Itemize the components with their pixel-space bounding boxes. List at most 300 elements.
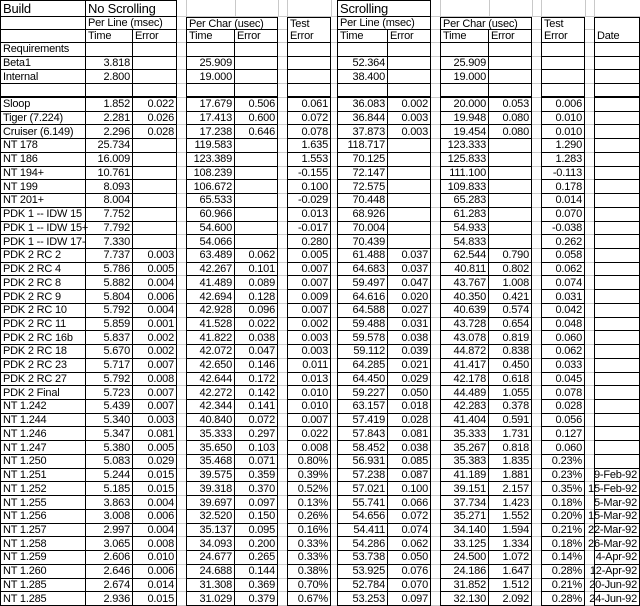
cell-noscroll-perchar-time[interactable]: 17.238	[186, 125, 235, 139]
cell-noscroll-perchar-time[interactable]: 34.093	[186, 537, 235, 551]
spacer-cell[interactable]	[532, 414, 541, 428]
cell-noscroll-perchar-time[interactable]: 41.528	[186, 318, 235, 332]
cell-scroll-test-error[interactable]: 0.178	[541, 180, 585, 194]
cell-scroll-perchar-time[interactable]: 40.350	[440, 290, 489, 304]
spacer-cell[interactable]	[431, 510, 440, 524]
cell-scroll-perline-error[interactable]: 0.039	[388, 345, 431, 359]
cell-scroll-perchar-time[interactable]: 54.833	[440, 235, 489, 249]
cell-scroll-perchar-error[interactable]: 2.092	[489, 592, 532, 606]
row-label-cell[interactable]: PDK 1 -- IDW 17-	[0, 235, 86, 249]
spacer-cell[interactable]	[278, 167, 287, 181]
noscroll-perchar-error-header[interactable]: Error	[235, 30, 278, 43]
cell-scroll-test-error[interactable]: 0.010	[541, 125, 585, 139]
cell-scroll-perline-error[interactable]: 0.037	[388, 249, 431, 263]
cell-noscroll-perline-error[interactable]: 0.014	[133, 579, 177, 593]
spacer-cell[interactable]	[431, 592, 440, 606]
spacer-cell[interactable]	[177, 331, 186, 345]
spacer-cell[interactable]	[177, 565, 186, 579]
row-label-cell[interactable]: PDK 2 RC 27	[0, 373, 86, 387]
cell-scroll-test-error[interactable]	[541, 43, 585, 57]
cell-noscroll-perline-error[interactable]	[133, 222, 177, 236]
cell-noscroll-perchar-error[interactable]	[235, 235, 278, 249]
spacer-cell[interactable]	[177, 112, 186, 126]
row-label-cell[interactable]: PDK 2 RC 10	[0, 304, 86, 318]
cell-scroll-test-error[interactable]: 0.031	[541, 290, 585, 304]
cell-scroll-test-error[interactable]: 0.18%	[541, 496, 585, 510]
cell-scroll-perchar-error[interactable]: 0.818	[489, 441, 532, 455]
cell-noscroll-perchar-error[interactable]: 0.072	[235, 414, 278, 428]
spacer-cell[interactable]	[585, 17, 594, 30]
spacer-cell[interactable]	[532, 30, 541, 43]
spacer-cell[interactable]	[431, 30, 440, 43]
spacer-cell[interactable]	[431, 579, 440, 593]
cell-noscroll-perchar-error[interactable]: 0.370	[235, 482, 278, 496]
cell-noscroll-perchar-error[interactable]: 0.047	[235, 345, 278, 359]
cell-scroll-perchar-error[interactable]	[489, 222, 532, 236]
cell-scroll-perchar-error[interactable]: 1.055	[489, 386, 532, 400]
cell-scroll-perline-error[interactable]	[388, 153, 431, 167]
row-label-cell[interactable]: PDK 1 -- IDW 15	[0, 208, 86, 222]
cell-noscroll-perchar-time[interactable]: 35.137	[186, 524, 235, 538]
spacer-cell[interactable]	[585, 345, 594, 359]
cell-scroll-perline-error[interactable]: 0.076	[388, 565, 431, 579]
cell-noscroll-perline-error[interactable]: 0.004	[133, 304, 177, 318]
spacer-cell[interactable]	[278, 510, 287, 524]
spacer-cell[interactable]	[431, 57, 440, 71]
row-label-cell[interactable]: PDK 2 RC 8	[0, 276, 86, 290]
cell-noscroll-perline-time[interactable]: 2.646	[86, 565, 133, 579]
cell-noscroll-perchar-time[interactable]: 63.489	[186, 249, 235, 263]
cell-noscroll-perline-error[interactable]	[133, 194, 177, 208]
spacer-cell[interactable]	[431, 208, 440, 222]
cell-noscroll-perline-error[interactable]: 0.005	[133, 263, 177, 277]
cell-noscroll-perchar-error[interactable]: 0.297	[235, 427, 278, 441]
spacer-cell[interactable]	[585, 318, 594, 332]
cell-date[interactable]	[594, 43, 640, 57]
cell-scroll-perchar-error[interactable]	[489, 153, 532, 167]
spacer-cell[interactable]	[278, 70, 287, 84]
cell-noscroll-test-error[interactable]: 0.061	[287, 98, 331, 112]
cell-noscroll-perchar-error[interactable]	[235, 43, 278, 57]
spacer-cell[interactable]	[278, 98, 287, 112]
cell-scroll-perchar-error[interactable]: 1.594	[489, 524, 532, 538]
cell-scroll-perchar-time[interactable]: 123.333	[440, 139, 489, 153]
spacer-cell[interactable]	[532, 482, 541, 496]
cell-noscroll-perchar-error[interactable]: 0.646	[235, 125, 278, 139]
cell-scroll-perline-time[interactable]: 59.112	[337, 345, 388, 359]
noscroll-perline-header[interactable]: Per Line (msec)	[86, 17, 177, 30]
spacer-cell[interactable]	[177, 139, 186, 153]
cell-noscroll-test-error[interactable]: -0.029	[287, 194, 331, 208]
cell-noscroll-test-error[interactable]: 0.003	[287, 331, 331, 345]
spacer-cell[interactable]	[278, 455, 287, 469]
row-label-cell[interactable]: Beta1	[0, 57, 86, 71]
noscroll-perline-error-header[interactable]: Error	[133, 30, 177, 43]
cell-scroll-perchar-error[interactable]	[489, 167, 532, 181]
cell-noscroll-perline-time[interactable]: 5.439	[86, 400, 133, 414]
cell-scroll-perchar-error[interactable]: 0.053	[489, 98, 532, 112]
cell-scroll-perchar-time[interactable]: 42.283	[440, 400, 489, 414]
cell-date[interactable]	[594, 249, 640, 263]
cell-scroll-perchar-error[interactable]: 2.157	[489, 482, 532, 496]
spacer-cell[interactable]	[278, 112, 287, 126]
cell-scroll-perchar-time[interactable]: 62.544	[440, 249, 489, 263]
cell-noscroll-perchar-error[interactable]: 0.096	[235, 304, 278, 318]
cell-scroll-perchar-error[interactable]: 1.008	[489, 276, 532, 290]
spacer-cell[interactable]	[177, 180, 186, 194]
spacer-cell[interactable]	[431, 70, 440, 84]
cell-noscroll-perline-error[interactable]: 0.010	[133, 551, 177, 565]
cell-scroll-perline-time[interactable]: 38.400	[337, 70, 388, 84]
cell-scroll-perline-error[interactable]: 0.031	[388, 318, 431, 332]
spacer-cell[interactable]	[585, 331, 594, 345]
spacer-cell[interactable]	[585, 139, 594, 153]
scrolling-header[interactable]: Scrolling	[337, 0, 431, 17]
cell-noscroll-perchar-error[interactable]: 0.095	[235, 524, 278, 538]
spacer-cell[interactable]	[278, 235, 287, 249]
cell-scroll-perchar-time[interactable]: 54.933	[440, 222, 489, 236]
cell-noscroll-perline-time[interactable]: 2.296	[86, 125, 133, 139]
cell-date[interactable]	[594, 359, 640, 373]
spacer-cell[interactable]	[532, 290, 541, 304]
cell-scroll-test-error[interactable]: 0.20%	[541, 510, 585, 524]
spacer-cell[interactable]	[177, 400, 186, 414]
spacer-cell[interactable]	[278, 386, 287, 400]
row-label-cell[interactable]: PDK 2 RC 2	[0, 249, 86, 263]
cell-noscroll-perline-error[interactable]	[133, 167, 177, 181]
spacer-cell[interactable]	[585, 359, 594, 373]
cell-date[interactable]	[594, 318, 640, 332]
cell-noscroll-perline-time[interactable]: 5.786	[86, 263, 133, 277]
cell-noscroll-perline-error[interactable]	[133, 43, 177, 57]
cell-noscroll-perchar-time[interactable]: 42.644	[186, 373, 235, 387]
cell-noscroll-perchar-time[interactable]: 17.413	[186, 112, 235, 126]
cell-noscroll-perchar-time[interactable]: 39.697	[186, 496, 235, 510]
spacer-cell[interactable]	[431, 167, 440, 181]
cell-scroll-perline-time[interactable]: 61.488	[337, 249, 388, 263]
spacer-cell[interactable]	[278, 43, 287, 57]
cell-noscroll-test-error[interactable]: 0.078	[287, 125, 331, 139]
cell-noscroll-perline-error[interactable]: 0.022	[133, 98, 177, 112]
build-column-cell[interactable]	[0, 17, 86, 30]
cell-scroll-perline-error[interactable]: 0.018	[388, 400, 431, 414]
spacer-cell[interactable]	[431, 17, 440, 30]
cell-date[interactable]: 15-Mar-92	[594, 510, 640, 524]
cell-scroll-perchar-time[interactable]: 39.151	[440, 482, 489, 496]
cell-noscroll-test-error[interactable]: 0.022	[287, 427, 331, 441]
cell-scroll-perline-error[interactable]: 0.081	[388, 427, 431, 441]
cell-scroll-perchar-time[interactable]	[440, 84, 489, 98]
spacer-cell[interactable]	[431, 249, 440, 263]
cell-noscroll-test-error[interactable]: 0.013	[287, 208, 331, 222]
cell-noscroll-perline-time[interactable]: 5.882	[86, 276, 133, 290]
spacer-cell[interactable]	[532, 167, 541, 181]
spacer-cell[interactable]	[532, 194, 541, 208]
cell-scroll-perline-time[interactable]: 68.926	[337, 208, 388, 222]
spacer-cell[interactable]	[177, 276, 186, 290]
spacer-cell[interactable]	[177, 17, 186, 30]
cell-noscroll-perline-error[interactable]	[133, 153, 177, 167]
cell-noscroll-test-error[interactable]: 0.16%	[287, 524, 331, 538]
spacer-cell[interactable]	[585, 551, 594, 565]
spacer-cell[interactable]	[278, 304, 287, 318]
noscroll-perchar-time-header[interactable]: Time	[186, 30, 235, 43]
spacer-cell[interactable]	[532, 153, 541, 167]
row-label-cell[interactable]: PDK 2 RC 23	[0, 359, 86, 373]
spacer-cell[interactable]	[177, 290, 186, 304]
spacer-cell[interactable]	[431, 235, 440, 249]
spacer-cell[interactable]	[278, 290, 287, 304]
spacer-cell[interactable]	[431, 194, 440, 208]
spacer-cell[interactable]	[431, 414, 440, 428]
cell-noscroll-test-error[interactable]: 0.007	[287, 276, 331, 290]
spacer-cell[interactable]	[532, 427, 541, 441]
spacer-cell[interactable]	[532, 386, 541, 400]
spacer-cell[interactable]	[585, 70, 594, 84]
cell-noscroll-perline-time[interactable]: 3.008	[86, 510, 133, 524]
cell-noscroll-perline-time[interactable]: 5.717	[86, 359, 133, 373]
cell-scroll-perline-error[interactable]: 0.066	[388, 496, 431, 510]
cell-noscroll-perline-time[interactable]: 2.936	[86, 592, 133, 606]
cell-noscroll-perline-error[interactable]: 0.006	[133, 565, 177, 579]
cell-date[interactable]	[594, 386, 640, 400]
cell-noscroll-perchar-error[interactable]: 0.265	[235, 551, 278, 565]
spacer-cell[interactable]	[278, 427, 287, 441]
cell-scroll-perchar-error[interactable]	[489, 70, 532, 84]
cell-scroll-perline-time[interactable]: 52.364	[337, 57, 388, 71]
row-label-cell[interactable]: NT 1.255	[0, 496, 86, 510]
cell-scroll-perchar-error[interactable]: 0.654	[489, 318, 532, 332]
spacer-cell[interactable]	[431, 290, 440, 304]
cell-noscroll-perline-error[interactable]: 0.004	[133, 496, 177, 510]
cell-scroll-test-error[interactable]: 0.262	[541, 235, 585, 249]
cell-noscroll-perline-error[interactable]: 0.007	[133, 359, 177, 373]
cell-scroll-perline-time[interactable]: 57.021	[337, 482, 388, 496]
cell-scroll-test-error[interactable]: 0.060	[541, 331, 585, 345]
cell-noscroll-perline-error[interactable]: 0.008	[133, 537, 177, 551]
cell-noscroll-test-error[interactable]: 0.007	[287, 414, 331, 428]
cell-scroll-perchar-time[interactable]: 65.283	[440, 194, 489, 208]
cell-scroll-test-error[interactable]: 0.28%	[541, 565, 585, 579]
cell-scroll-perchar-error[interactable]: 1.423	[489, 496, 532, 510]
cell-noscroll-perchar-time[interactable]: 17.679	[186, 98, 235, 112]
row-label-cell[interactable]: NT 186	[0, 153, 86, 167]
row-label-cell[interactable]: NT 1.285	[0, 592, 86, 606]
cell-noscroll-perchar-error[interactable]: 0.150	[235, 510, 278, 524]
cell-noscroll-perline-time[interactable]: 2.997	[86, 524, 133, 538]
cell-date[interactable]	[594, 400, 640, 414]
spacer-cell[interactable]	[177, 30, 186, 43]
spacer-cell[interactable]	[532, 592, 541, 606]
spacer-cell[interactable]	[431, 318, 440, 332]
spacer-cell[interactable]	[431, 427, 440, 441]
cell-noscroll-perline-error[interactable]: 0.015	[133, 482, 177, 496]
cell-scroll-perline-error[interactable]: 0.072	[388, 510, 431, 524]
cell-noscroll-test-error[interactable]: 0.26%	[287, 510, 331, 524]
spacer-cell[interactable]	[532, 400, 541, 414]
cell-noscroll-perchar-time[interactable]: 24.688	[186, 565, 235, 579]
spacer-cell[interactable]	[177, 482, 186, 496]
cell-noscroll-perline-time[interactable]: 5.340	[86, 414, 133, 428]
cell-scroll-perline-time[interactable]: 52.784	[337, 579, 388, 593]
spacer-cell[interactable]	[532, 180, 541, 194]
cell-scroll-perline-error[interactable]: 0.050	[388, 386, 431, 400]
spacer-cell[interactable]	[585, 441, 594, 455]
spacer-cell[interactable]	[278, 139, 287, 153]
cell-noscroll-perchar-time[interactable]: 19.000	[186, 70, 235, 84]
cell-scroll-perline-time[interactable]	[337, 43, 388, 57]
cell-scroll-perline-error[interactable]	[388, 57, 431, 71]
cell-noscroll-perline-time[interactable]: 5.859	[86, 318, 133, 332]
cell-scroll-perline-error[interactable]: 0.028	[388, 414, 431, 428]
spacer-cell[interactable]	[532, 17, 541, 30]
cell-noscroll-perline-time[interactable]: 5.185	[86, 482, 133, 496]
cell-scroll-test-error[interactable]: 0.014	[541, 194, 585, 208]
cell-scroll-test-error[interactable]: 0.060	[541, 441, 585, 455]
cell-noscroll-perline-time[interactable]: 2.674	[86, 579, 133, 593]
cell-noscroll-perchar-time[interactable]: 35.333	[186, 427, 235, 441]
cell-scroll-perchar-time[interactable]: 37.734	[440, 496, 489, 510]
cell-noscroll-perchar-time[interactable]: 41.489	[186, 276, 235, 290]
cell-noscroll-perchar-error[interactable]	[235, 180, 278, 194]
spacer-cell[interactable]	[177, 414, 186, 428]
cell-date[interactable]	[594, 222, 640, 236]
row-label-cell[interactable]: NT 1.246	[0, 427, 86, 441]
cell-noscroll-test-error[interactable]: 0.009	[287, 290, 331, 304]
cell-scroll-perline-time[interactable]: 57.238	[337, 469, 388, 483]
spacer-cell[interactable]	[585, 57, 594, 71]
cell-noscroll-perline-time[interactable]: 5.670	[86, 345, 133, 359]
cell-scroll-perchar-time[interactable]: 44.489	[440, 386, 489, 400]
row-label-cell[interactable]: NT 1.285	[0, 579, 86, 593]
cell-noscroll-test-error[interactable]: 0.33%	[287, 537, 331, 551]
row-label-cell[interactable]: NT 1.242	[0, 400, 86, 414]
cell-scroll-perchar-error[interactable]: 0.819	[489, 331, 532, 345]
spacer-cell[interactable]	[177, 263, 186, 277]
cell-date[interactable]: 5-Mar-92	[594, 496, 640, 510]
spacer-cell[interactable]	[431, 0, 440, 17]
cell-scroll-perline-error[interactable]	[388, 194, 431, 208]
spacer-cell[interactable]	[177, 441, 186, 455]
spacer-cell[interactable]	[585, 0, 594, 17]
row-label-cell[interactable]	[0, 84, 86, 98]
spacer-cell[interactable]	[177, 579, 186, 593]
cell-scroll-perchar-error[interactable]: 0.080	[489, 112, 532, 126]
cell-scroll-perline-error[interactable]: 0.100	[388, 482, 431, 496]
cell-noscroll-perchar-time[interactable]: 42.272	[186, 386, 235, 400]
cell-scroll-perchar-time[interactable]: 109.833	[440, 180, 489, 194]
spacer-cell[interactable]	[532, 235, 541, 249]
cell-scroll-test-error[interactable]: 0.006	[541, 98, 585, 112]
spacer-cell[interactable]	[585, 84, 594, 98]
spacer-cell[interactable]	[177, 318, 186, 332]
row-label-cell[interactable]: NT 1.250	[0, 455, 86, 469]
row-label-cell[interactable]: Requirements	[0, 43, 86, 57]
spacer-cell[interactable]	[585, 276, 594, 290]
spacer-cell[interactable]	[585, 263, 594, 277]
cell-noscroll-test-error[interactable]: 0.39%	[287, 469, 331, 483]
cell-scroll-perchar-error[interactable]	[489, 194, 532, 208]
cell-date[interactable]: 22-Mar-92	[594, 524, 640, 538]
spacer-cell[interactable]	[532, 455, 541, 469]
spacer-cell[interactable]	[177, 373, 186, 387]
cell-noscroll-perchar-error[interactable]	[235, 167, 278, 181]
spacer-cell[interactable]	[278, 276, 287, 290]
cell-date[interactable]	[594, 153, 640, 167]
cell-scroll-perline-time[interactable]: 64.588	[337, 304, 388, 318]
cell-scroll-test-error[interactable]: -0.113	[541, 167, 585, 181]
cell-scroll-perline-time[interactable]: 57.419	[337, 414, 388, 428]
spacer-cell[interactable]	[585, 194, 594, 208]
row-label-cell[interactable]: NT 1.260	[0, 565, 86, 579]
cell-scroll-perline-time[interactable]: 118.717	[337, 139, 388, 153]
cell-date[interactable]: 12-Apr-92	[594, 565, 640, 579]
spacer-cell[interactable]	[532, 331, 541, 345]
cell-noscroll-perline-error[interactable]: 0.005	[133, 441, 177, 455]
cell-date[interactable]	[594, 427, 640, 441]
cell-scroll-perline-time[interactable]: 72.147	[337, 167, 388, 181]
cell-noscroll-perchar-time[interactable]: 42.694	[186, 290, 235, 304]
cell-scroll-perchar-error[interactable]: 0.802	[489, 263, 532, 277]
cell-scroll-perchar-time[interactable]: 125.833	[440, 153, 489, 167]
row-label-cell[interactable]: NT 201+	[0, 194, 86, 208]
spacer-cell[interactable]	[532, 565, 541, 579]
cell-scroll-perline-error[interactable]: 0.029	[388, 373, 431, 387]
cell-scroll-perchar-error[interactable]: 0.574	[489, 304, 532, 318]
cell-scroll-perchar-error[interactable]: 0.080	[489, 125, 532, 139]
cell-noscroll-test-error[interactable]: 0.010	[287, 400, 331, 414]
cell-scroll-test-error[interactable]: 1.290	[541, 139, 585, 153]
cell-noscroll-perline-error[interactable]	[133, 208, 177, 222]
cell-date[interactable]: 20-Jun-92	[594, 579, 640, 593]
spacer-cell[interactable]	[431, 98, 440, 112]
cell-noscroll-perchar-error[interactable]	[235, 84, 278, 98]
row-label-cell[interactable]: PDK 2 RC 18	[0, 345, 86, 359]
cell-noscroll-perline-time[interactable]: 3.818	[86, 57, 133, 71]
spacer-cell[interactable]	[278, 0, 287, 17]
cell-scroll-perline-error[interactable]: 0.085	[388, 455, 431, 469]
cell-scroll-perline-time[interactable]: 53.253	[337, 592, 388, 606]
spacer-cell[interactable]	[431, 441, 440, 455]
cell-noscroll-perchar-time[interactable]: 54.600	[186, 222, 235, 236]
cell-noscroll-perline-time[interactable]: 3.863	[86, 496, 133, 510]
spacer-cell[interactable]	[278, 345, 287, 359]
spacer-cell[interactable]	[278, 331, 287, 345]
spacer-cell[interactable]	[278, 482, 287, 496]
spacer-cell[interactable]	[177, 235, 186, 249]
spacer-cell[interactable]	[585, 386, 594, 400]
cell-scroll-test-error[interactable]: 0.35%	[541, 482, 585, 496]
cell-date[interactable]	[594, 235, 640, 249]
spacer-cell[interactable]	[431, 373, 440, 387]
cell-scroll-perchar-time[interactable]: 41.404	[440, 414, 489, 428]
spacer-cell[interactable]	[431, 276, 440, 290]
spacer-cell[interactable]	[532, 276, 541, 290]
row-label-cell[interactable]: NT 194+	[0, 167, 86, 181]
spacer-cell[interactable]	[532, 98, 541, 112]
cell-noscroll-perline-time[interactable]: 8.004	[86, 194, 133, 208]
cell-noscroll-perchar-error[interactable]: 0.141	[235, 400, 278, 414]
cell-noscroll-perline-error[interactable]: 0.001	[133, 318, 177, 332]
spacer-cell[interactable]	[177, 208, 186, 222]
cell-date[interactable]	[594, 331, 640, 345]
cell-date[interactable]	[594, 194, 640, 208]
cell-noscroll-perchar-error[interactable]: 0.062	[235, 249, 278, 263]
cell-noscroll-perline-time[interactable]: 1.852	[86, 98, 133, 112]
spacer-cell[interactable]	[431, 359, 440, 373]
cell-scroll-perchar-error[interactable]	[489, 139, 532, 153]
cell-scroll-perchar-error[interactable]: 1.835	[489, 455, 532, 469]
